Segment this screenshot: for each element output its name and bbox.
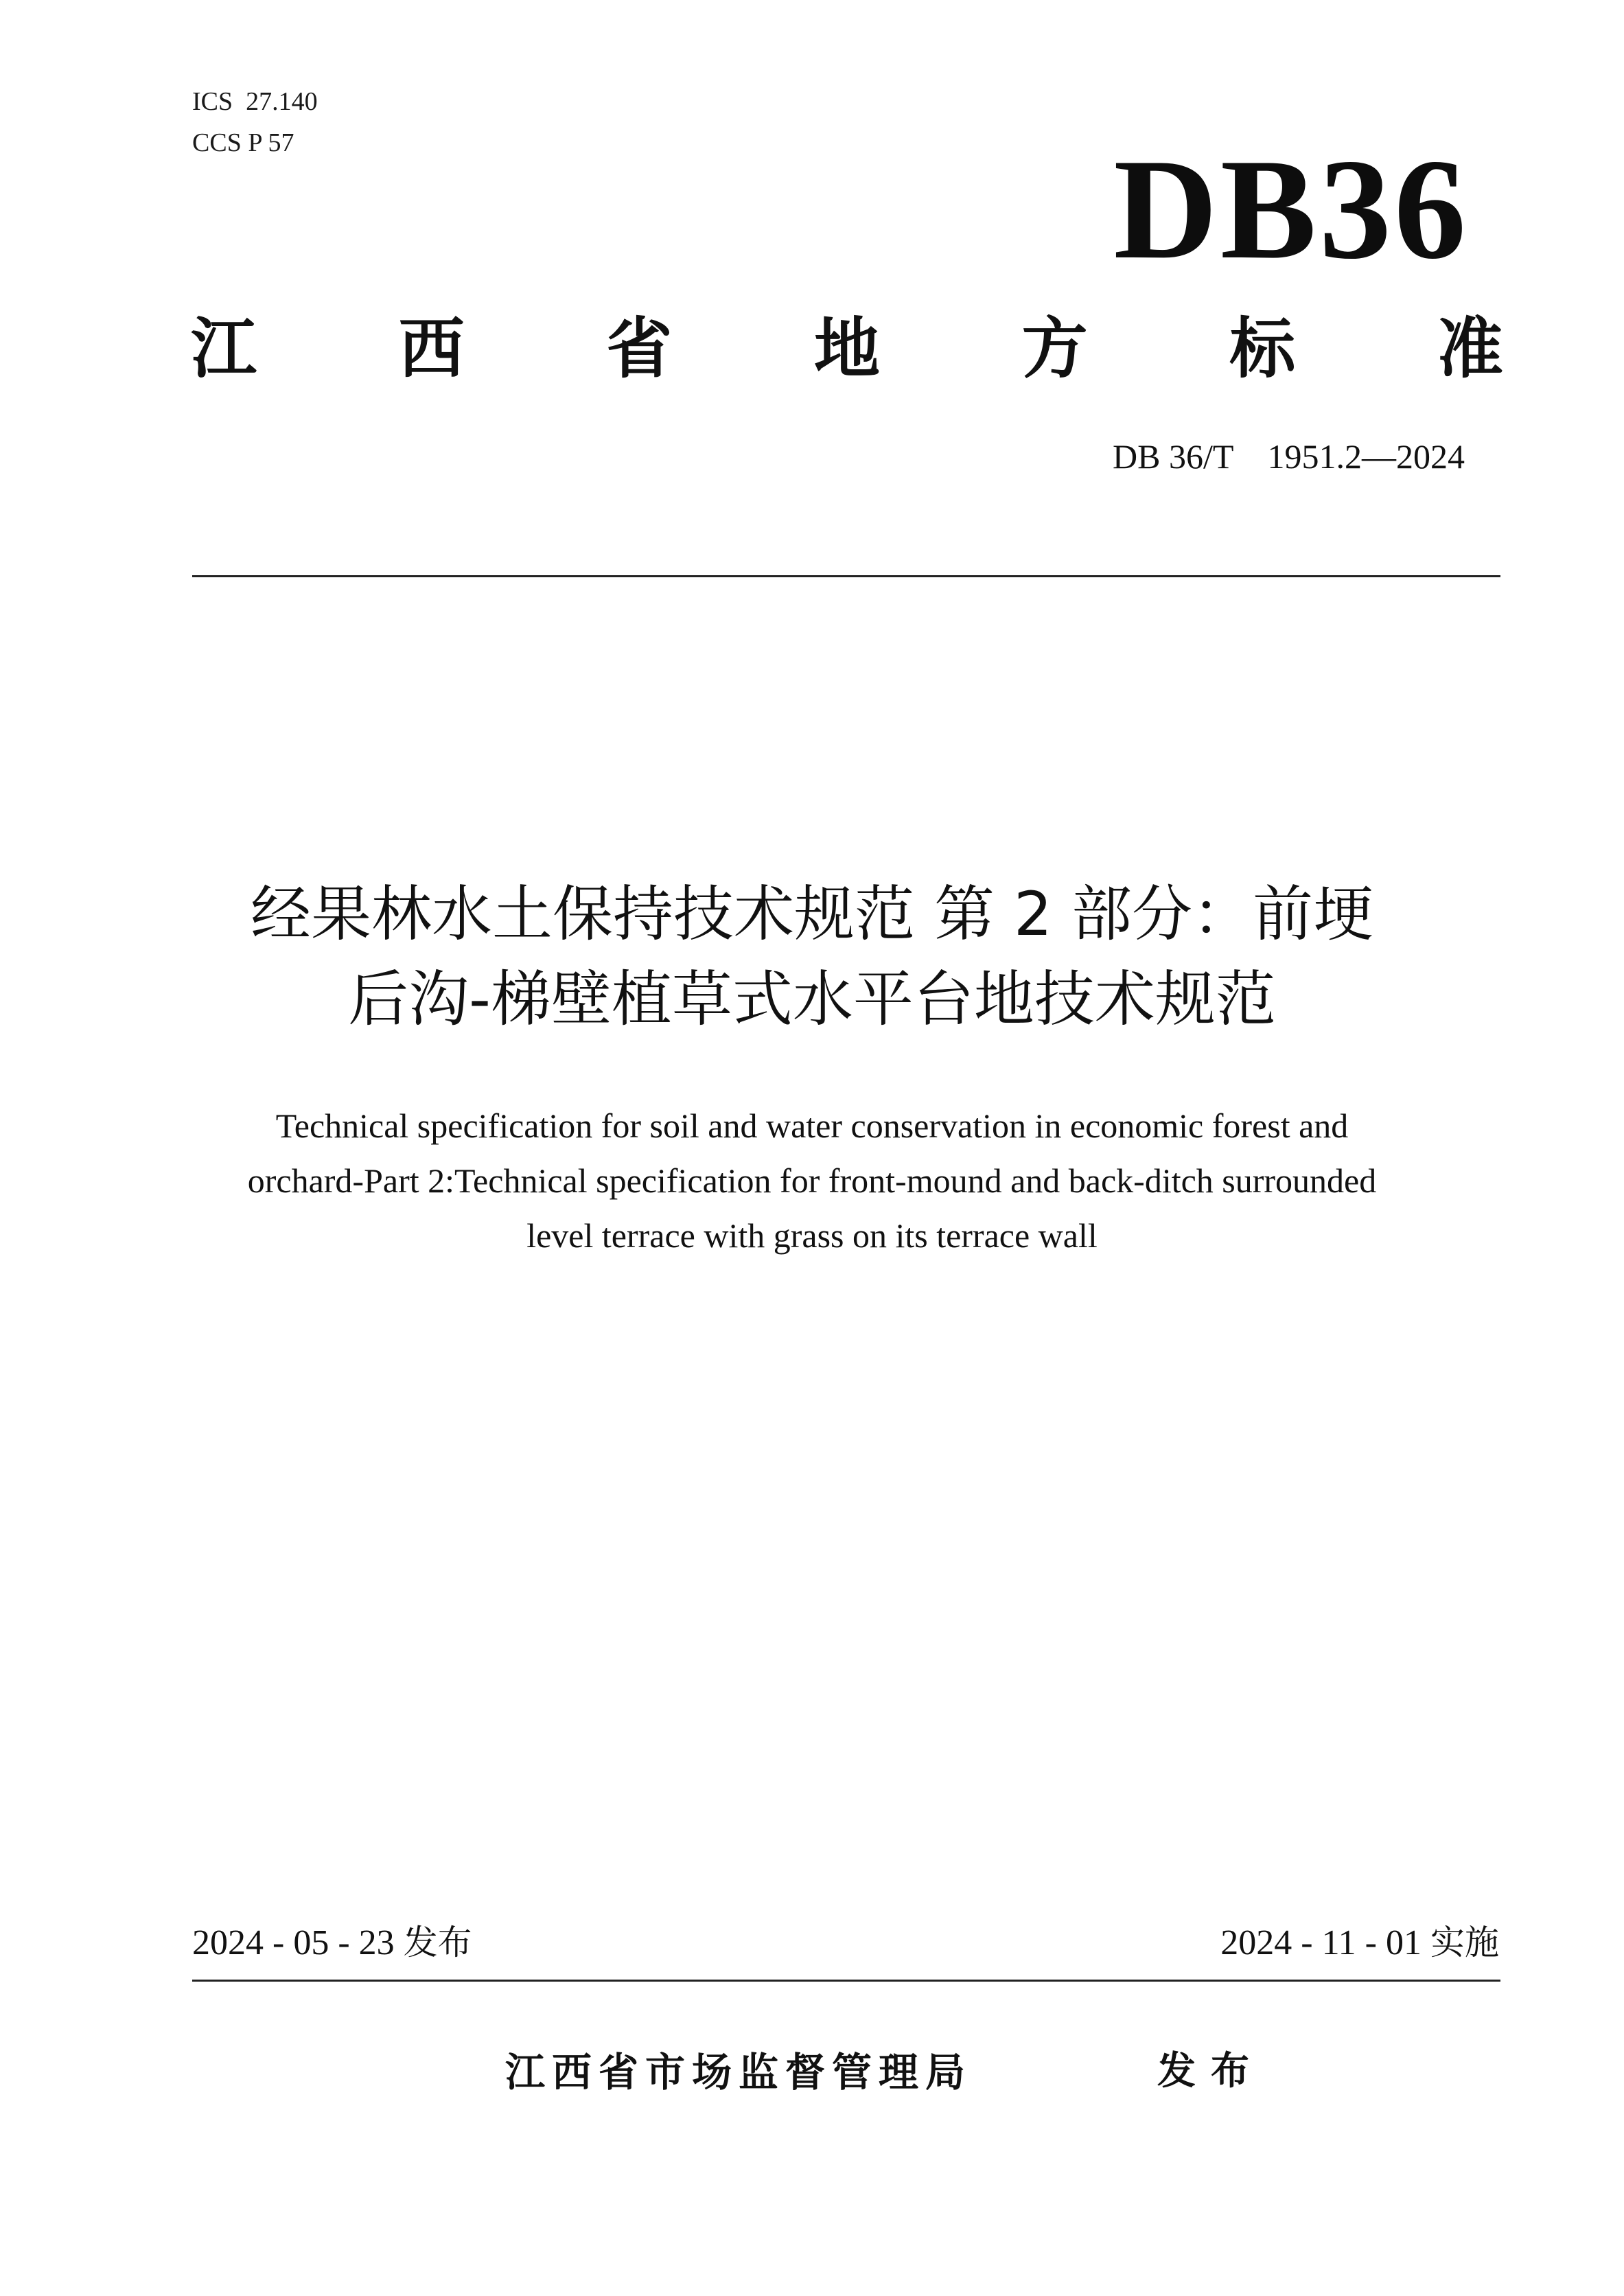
top-divider <box>192 575 1500 577</box>
chinese-title-line: 经果林水土保持技术规范 第 2 部分：前埂 <box>251 879 1373 949</box>
publisher-action: 发布 <box>1157 2049 1264 2094</box>
english-title-line: level terrace with grass on its terrace wall <box>526 1216 1098 1255</box>
standard-type-char: 方 <box>1021 310 1088 387</box>
publish-date <box>192 1925 472 1961</box>
english-title-line: Technical specification for soil and water conservation in economic forest and <box>275 1106 1349 1145</box>
standard-type-char: 西 <box>398 310 465 387</box>
bottom-divider <box>192 1980 1500 1982</box>
ccs-code: CCS P 57 <box>192 128 294 157</box>
standard-type-char: 地 <box>813 310 880 387</box>
effective-date <box>1220 1925 1499 1961</box>
chinese-title <box>110 872 1514 1042</box>
standard-type-char: 省 <box>606 310 673 387</box>
publisher-name: 江西省市场监督管理局 <box>505 2049 973 2096</box>
classification-codes <box>192 81 318 163</box>
ics-code: ICS 27.140 <box>192 87 318 116</box>
effective-date-value: 2024 - 11 - 01 <box>1220 1923 1430 1962</box>
standard-type-char: 准 <box>1437 310 1503 387</box>
standard-type-heading <box>191 310 1503 387</box>
effective-date-label: 实施 <box>1430 1923 1499 1962</box>
standard-number: DB 36/T 1951.2—2024 <box>1113 437 1465 476</box>
standard-type-char: 标 <box>1229 310 1296 387</box>
chinese-title-line: 后沟-梯壁植草式水平台地技术规范 <box>348 964 1276 1034</box>
english-title <box>124 1098 1500 1263</box>
standard-type-char: 江 <box>191 310 257 387</box>
db36-logo: DB36 <box>1113 130 1469 289</box>
publish-date-value: 2024 - 05 - 23 <box>192 1923 404 1962</box>
publish-date-label: 发布 <box>403 1923 472 1962</box>
english-title-line: orchard-Part 2:Technical specification for front-mound and back-ditch surrounded <box>247 1161 1377 1200</box>
